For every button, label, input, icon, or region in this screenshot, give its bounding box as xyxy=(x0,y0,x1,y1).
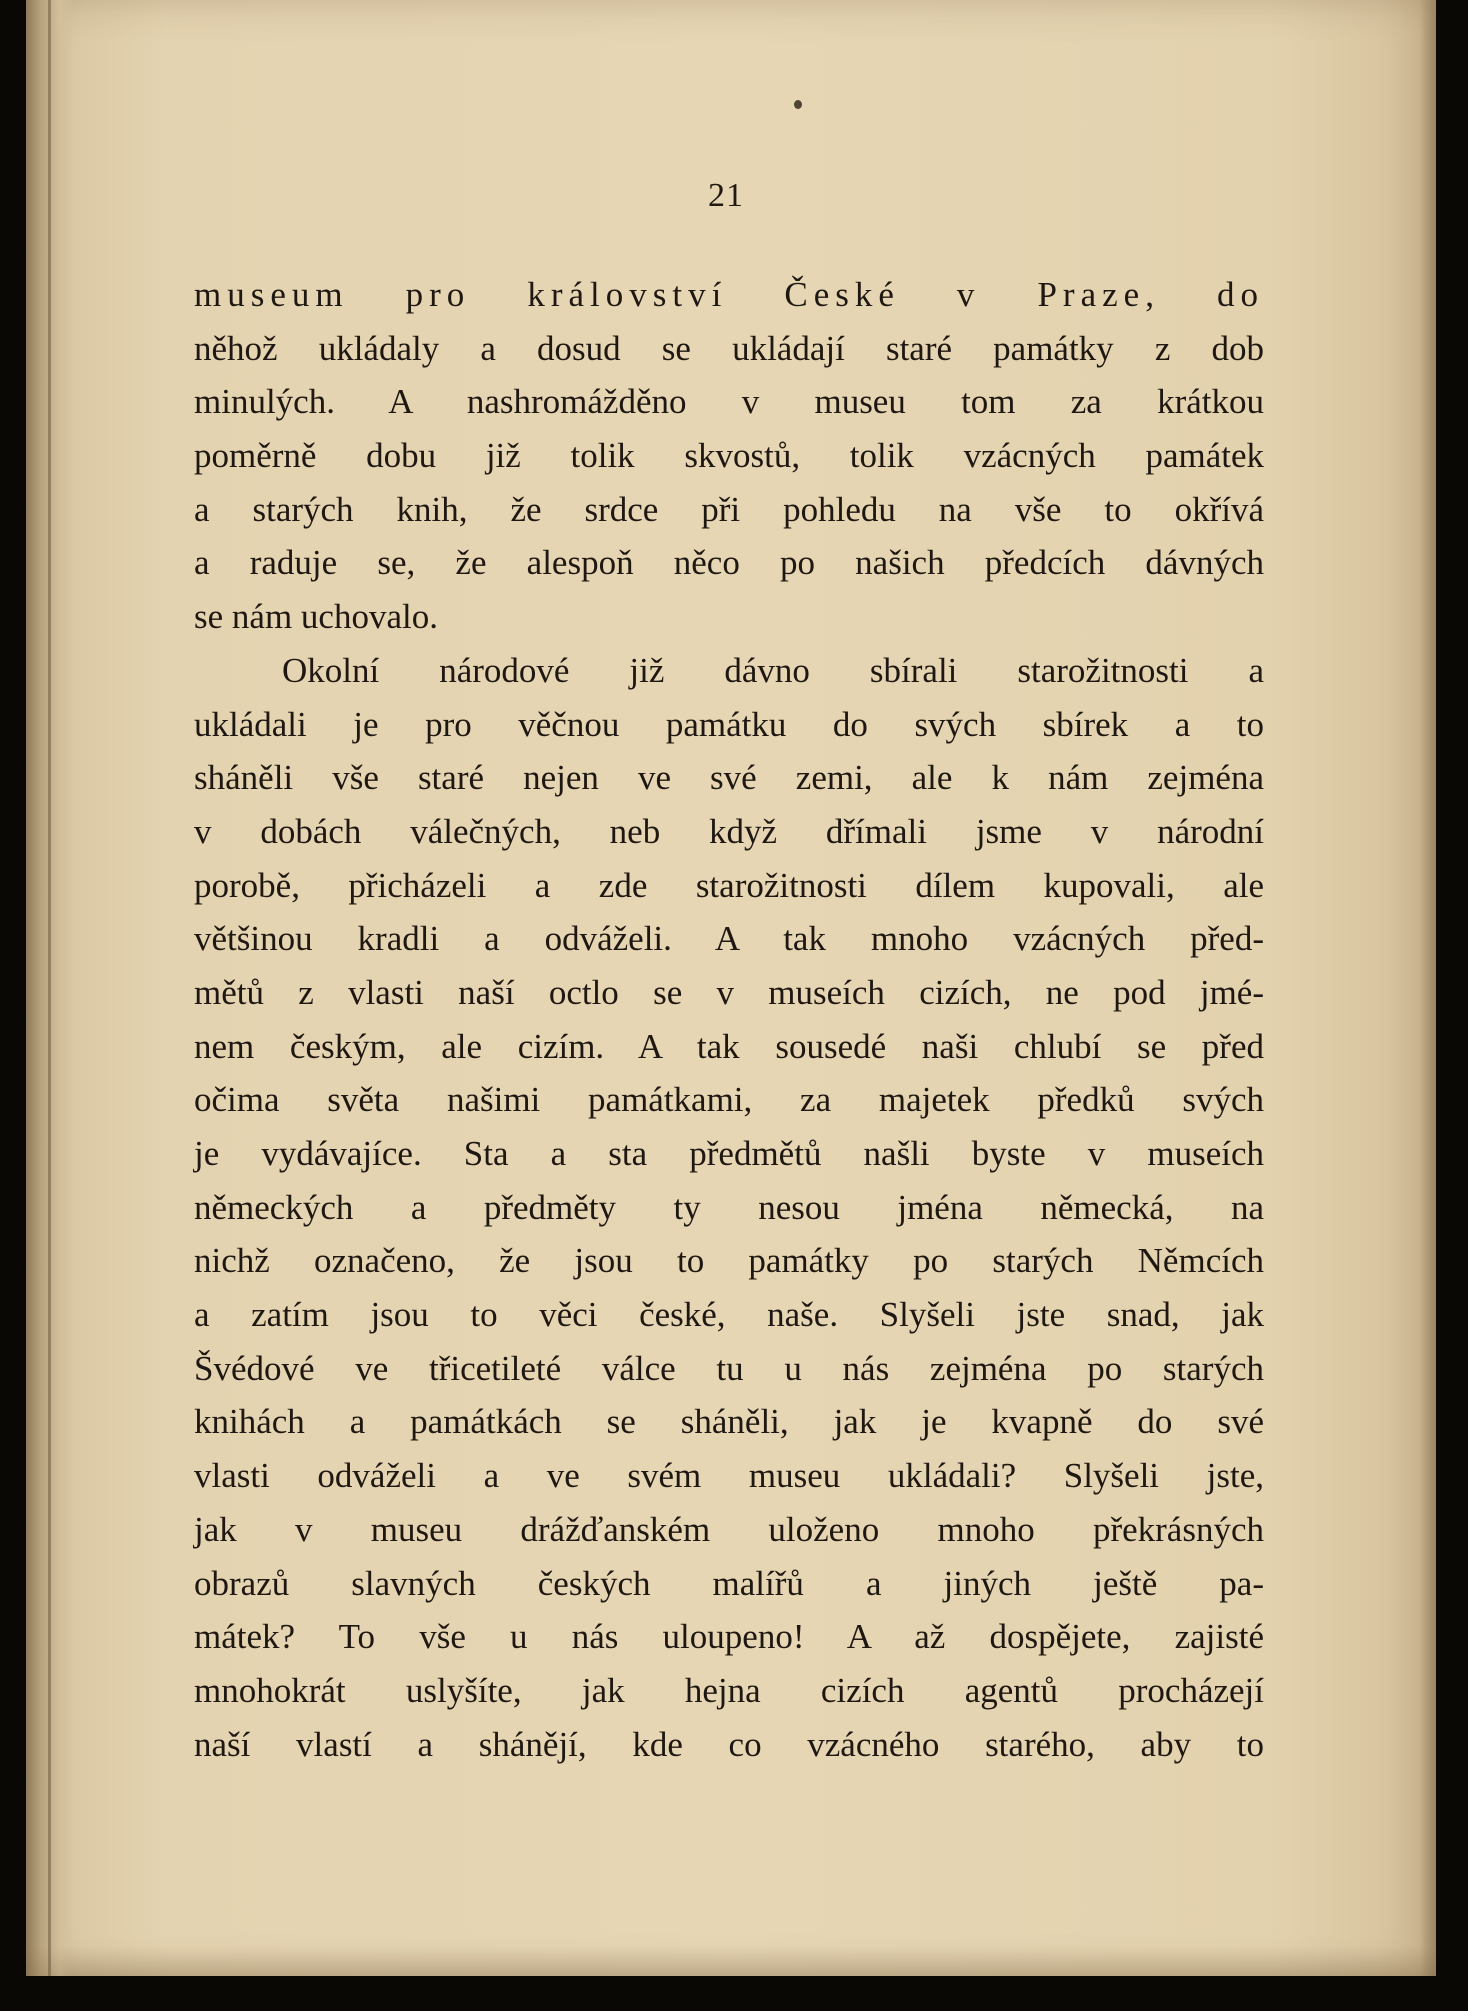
text-line: a zatím jsou to věci české, naše. Slyšeli jste snad, jak xyxy=(194,1295,1264,1335)
text-line: vlasti odváželi a ve svém museu ukládali? Slyšeli jste, xyxy=(194,1456,1264,1496)
text-line: v dobách válečných, neb když dřímali jsme v národní xyxy=(194,811,1264,851)
book-page xyxy=(26,0,1436,1976)
text-line: poměrně dobu již tolik skvostů, tolik vzácných památek xyxy=(194,436,1264,476)
text-line: naší vlastí a shánějí, kde co vzácného starého, aby to xyxy=(194,1724,1264,1764)
text-line: mětů z vlasti naší octlo se v museích cizích, ne pod jmé- xyxy=(194,972,1264,1012)
gutter-crease xyxy=(48,0,51,1976)
page-number: 21 xyxy=(708,177,744,214)
text-line: ukládali je pro věčnou památku do svých sbírek a to xyxy=(194,704,1264,744)
text-line: se nám uchovalo. xyxy=(194,597,438,637)
text-line: obrazů slavných českých malířů a jiných ještě pa- xyxy=(194,1563,1264,1603)
text-line: většinou kradli a odváželi. A tak mnoho vzácných před- xyxy=(194,919,1264,959)
text-line: jak v museu drážďanském uloženo mnoho překrásných xyxy=(194,1509,1264,1549)
text-line: sháněli vše staré nejen ve své zemi, ale k nám zejména xyxy=(194,758,1264,798)
page-bottom-shadow xyxy=(26,1946,1436,1976)
text-line: německých a předměty ty nesou jména německá, na xyxy=(194,1187,1264,1227)
text-line: nem českým, ale cizím. A tak sousedé naši chlubí se před xyxy=(194,1026,1264,1066)
paragraph-start-line: Okolní národové již dávno sbírali starožitnosti a xyxy=(282,650,1264,690)
text-line: Švédové ve třicetileté válce tu u nás zejména po starých xyxy=(194,1348,1264,1388)
text-line: porobě, přicházeli a zde starožitnosti dílem kupovali, ale xyxy=(194,865,1264,905)
text-line: očima světa našimi památkami, za majetek předků svých xyxy=(194,1080,1264,1120)
text-line: mnohokrát uslyšíte, jak hejna cizích agentů procházejí xyxy=(194,1670,1264,1710)
text-line: minulých. A nashromážděno v museu tom za krátkou xyxy=(194,382,1264,422)
text-line: něhož ukládaly a dosud se ukládají staré památky z dob xyxy=(194,328,1264,368)
text-line: a starých knih, že srdce při pohledu na vše to okřívá xyxy=(194,489,1264,529)
text-line: knihách a památkách se sháněli, jak je kvapně do své xyxy=(194,1402,1264,1442)
ink-speck xyxy=(794,100,802,109)
text-line: mátek? To vše u nás uloupeno! A až dospějete, zajisté xyxy=(194,1617,1264,1657)
page-edge-shadow xyxy=(1420,0,1436,1976)
text-line: je vydávajíce. Sta a sta předmětů našli byste v museích xyxy=(194,1134,1264,1173)
body-text xyxy=(194,268,1264,1771)
text-line: a raduje se, že alespoň něco po našich předcích dávných xyxy=(194,543,1264,583)
text-line: museum pro království České v Praze, do xyxy=(194,275,1264,314)
text-line: nichž označeno, že jsou to památky po starých Němcích xyxy=(194,1241,1264,1281)
